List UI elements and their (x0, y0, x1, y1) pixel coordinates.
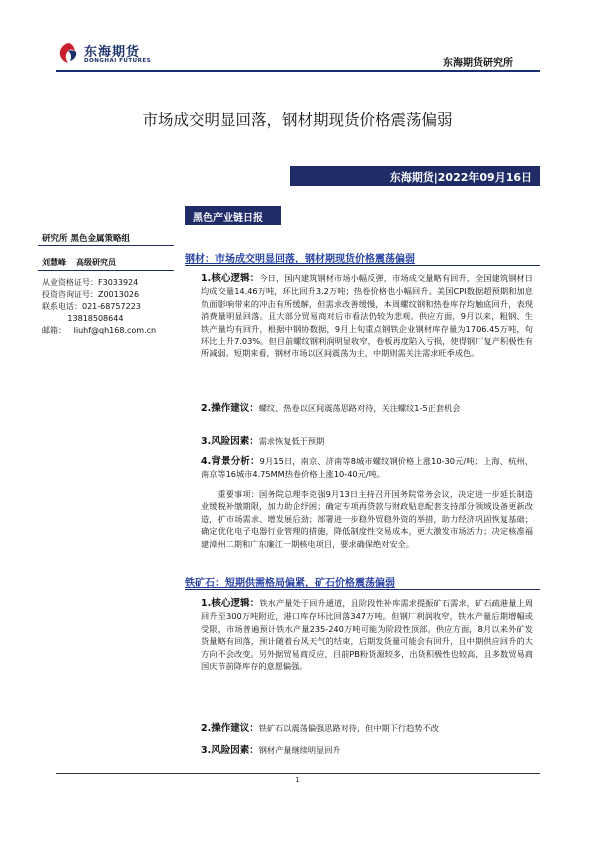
date-line: 东海期货|2022年09月16日 (389, 171, 532, 184)
steel-risk-text: 需求恢复低于预期 (258, 436, 325, 446)
ore-risk-text: 钢材产量继续明显回升 (258, 745, 341, 755)
analyst-title: 高级研究员 (76, 258, 116, 267)
contact-phone: 联系电话：021-68757223 (42, 302, 141, 311)
steel-risk-label: 3.风险因素： (201, 436, 259, 447)
page-number: 1 (295, 776, 300, 784)
steel-advice-text: 螺纹、热卷以区间震荡思路对待，关注螺纹1-5正套机会 (258, 403, 461, 413)
ore-section-title: 铁矿石：短期供需格局偏紧，矿石价格震荡偏弱 (185, 578, 395, 589)
report-tag (185, 206, 281, 225)
steel-risk (201, 435, 533, 448)
steel-news: 重要事项：国务院总理李克强9月13日主持召开国务院常务会议，决定进一步延长制造业缓税补缴期限，加力助企纾困；确定专项再贷款与财政贴息配套支持部分领域设备更新改造，扩市场需求、增发展后劲；部署进一步稳外贸稳外资的举措，助力经济巩固恢复基础；确定优化电子电器行业管理的措施，降低制度性交易成本，更大激发市场活力；决定核准福建漳州二期和广东廉江一期核电项目，要求确保绝对安全。 (201, 489, 533, 549)
ore-advice-label: 2.操作建议： (201, 723, 259, 734)
ore-section-rule (185, 589, 540, 590)
contact-phone-mobile: 13818508644 (42, 314, 124, 323)
report-title: 市场成交明显回落，钢材期现货价格震荡偏弱 (142, 111, 453, 129)
institute-name: 东海期货研究所 (443, 58, 513, 69)
logo-text-en: DONGHAI FUTURES (84, 58, 152, 64)
header-divider (56, 70, 540, 72)
analyst-name: 刘慧峰 (42, 258, 66, 267)
contact-license: 从业资格证号：F3033924 (42, 278, 139, 287)
logo-text-cn: 东海期货 (84, 45, 141, 60)
left-divider-top (38, 245, 174, 246)
donghai-logo-icon (56, 41, 80, 65)
steel-section-rule (185, 265, 540, 266)
steel-core-logic-label: 1.核心逻辑： (201, 273, 260, 284)
ore-core-logic-label: 1.核心逻辑： (201, 598, 260, 609)
report-tag-label: 黑色产业链日报 (193, 213, 263, 224)
ore-risk (201, 744, 533, 757)
steel-background-text: 9月15日，南京、济南等8城市螺纹钢价格上涨10-30元/吨；上海、杭州、南京等16城市4.75MM热卷价格上涨10-40元/吨。 (201, 456, 533, 480)
steel-advice (201, 402, 533, 415)
company-logo (56, 40, 166, 68)
steel-background-label: 4.背景分析： (201, 456, 260, 467)
ore-core-logic (201, 597, 533, 672)
department-label: 研究所 黑色金属策略组 (42, 234, 130, 244)
ore-risk-label: 3.风险因素： (201, 745, 259, 756)
ore-core-logic-text: 铁水产量处于回升通道，且阶段性补库需求提振矿石需求，矿石疏港量上周回升至300万吨附近，港口库存环比回落347万吨。但钢厂利润收窄，铁水产量后期增幅或受限，市场普遍预计铁水产量235-240万吨可能为阶段性顶部。供应方面，8月以来外矿发货量略有回落，预计随着台风天气的结束，后期发货量可能会有回升，且中期供应回升的大方向不会改变。另外据贸易商反应，目前PB粉货源较多，出货积极性也较高，且多数贸易商国庆节前降库存的意愿偏强。 (201, 598, 533, 672)
analyst-line (42, 257, 116, 268)
contact-email[interactable]: 邮箱： liuhf@qh168.com.cn (42, 326, 157, 335)
ore-advice-text: 铁矿石以震荡偏强思路对待，但中期下行趋势不改 (258, 723, 439, 733)
date-bar (290, 166, 540, 186)
steel-core-logic (201, 272, 533, 360)
left-divider-bottom (38, 270, 174, 271)
steel-section-title: 钢材：市场成交明显回落，钢材期现货价格震荡偏弱 (185, 254, 415, 265)
steel-background (201, 455, 533, 481)
ore-advice (201, 722, 533, 735)
steel-advice-label: 2.操作建议： (201, 403, 259, 414)
contact-consult-license: 投资咨询证号：Z0013026 (42, 290, 140, 299)
steel-core-logic-text: 今日，国内建筑钢材市场小幅反弹，市场成交量略有回升，全国建筑钢材日均成交量14.46万吨，环比回升3.2万吨；热卷价格也小幅回升。美国CPI数据超预期和加息负面影响带来的冲击有所缓解，但需求改善缓慢，本周螺纹钢和热卷库存均触底回升，表现消费量明显回落。且大部分贸易商对后市看法仍较为悲观。供应方面，9月以来，粗钢、生铁产量均有回升，根据中钢协数据，9月上旬重点钢铁企业钢材库存量为1706.45万吨，旬环比上升7.03%。但目前螺纹钢利润明显收窄，卷板再度陷入亏损，使得钢厂复产积极性有所减弱。短期来看，钢材市场以区间震荡为主，中期则需关注需求旺季成色。 (201, 273, 533, 359)
footer-divider (56, 773, 540, 774)
